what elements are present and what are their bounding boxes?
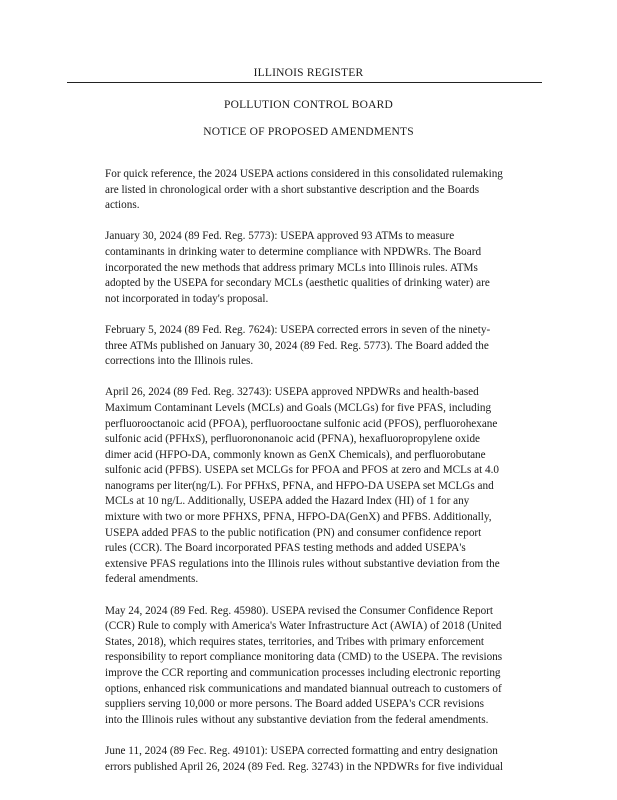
paragraph-jan-30: January 30, 2024 (89 Fed. Reg. 5773): USEPA approved 93 ATMs to measure contaminants in drinking water to determine compliance with NPDWRs. The Board incorporated the new methods that address primary MCLs into Illinois rules. ATMs adopted by the USEPA for secondary MCLs (aesthetic qualities of drinking water) are not incorporated in today's proposal.	[105, 230, 490, 305]
paragraph-apr-26: April 26, 2024 (89 Fed. Reg. 32743): USEPA approved NPDWRs and health-based Maximum Contaminant Levels (MCLs) and Goals (MCLGs) for five PFAS, including perfluorooctanoic acid (PFOA), perfluorooctane sulfonic acid (PFOS), perfluorohexane sulfonic acid (PFHxS), perfluorononanoic acid (PFNA), hexafluoropropylene oxide dimer acid (HFPO-DA, commonly known as GenX Chemicals), and perfluorobutane sulfonic acid (PFBS). USEPA set MCLGs for PFOA and PFOS at zero and MCLs at 4.0 nanograms per liter(ng/L). For PFHxS, PFNA, and HFPO-DA USEPA set MCLGs and MCLs at 10 ng/L. Additionally, USEPA added the Hazard Index (HI) of 1 for any mixture with two or more PFHXS, PFNA, HFPO-DA(GenX) and PFBS. Additionally, USEPA added PFAS to the public notification (PN) and consumer confidence report rules (CCR). The Board incorporated PFAS testing methods and added USEPA's extensive PFAS regulations into the Illinois rules without substantive deviation from the federal amendments.	[105, 386, 500, 586]
paragraph-may-24: May 24, 2024 (89 Fed. Reg. 45980). USEPA revised the Consumer Confidence Report (CCR) Rule to comply with America's Water Infrastructure Act (AWIA) of 2018 (United States, 2018), which requires states, territories, and Tribes with primary enforcement responsibility to report compliance monitoring data (CMD) to the USEPA. The revisions improve the CCR reporting and communication processes including electronic reporting options, enhanced risk communications and mandated biannual outreach to customers of suppliers serving 10,000 or more persons. The Board added USEPA's CCR revisions into the Illinois rules without any substantive deviation from the federal amendments.	[105, 604, 503, 726]
header-rule	[67, 82, 542, 83]
notice-title: NOTICE OF PROPOSED AMENDMENTS	[203, 126, 414, 138]
paragraph-jun-11: June 11, 2024 (89 Fec. Reg. 49101): USEPA corrected formatting and entry designation errors published April 26, 2024 (89 Fed. Reg. 32743) in the NPDWRs for five individual	[105, 744, 504, 773]
board-title: POLLUTION CONTROL BOARD	[223, 99, 393, 111]
document-body	[105, 167, 540, 791]
register-title: ILLINOIS REGISTER	[253, 67, 364, 79]
paragraph-intro: For quick reference, the 2024 USEPA actions considered in this consolidated rulemaking are listed in chronological order with a short substantive description and the Boards actions.	[105, 168, 503, 212]
paragraph-feb-5: February 5, 2024 (89 Fed. Reg. 7624): USEPA corrected errors in seven of the ninety- three ATMs published on January 30, 2024 (89 Fed. Reg. 5773). The Board added the corrections into the Illinois rules.	[105, 323, 491, 368]
